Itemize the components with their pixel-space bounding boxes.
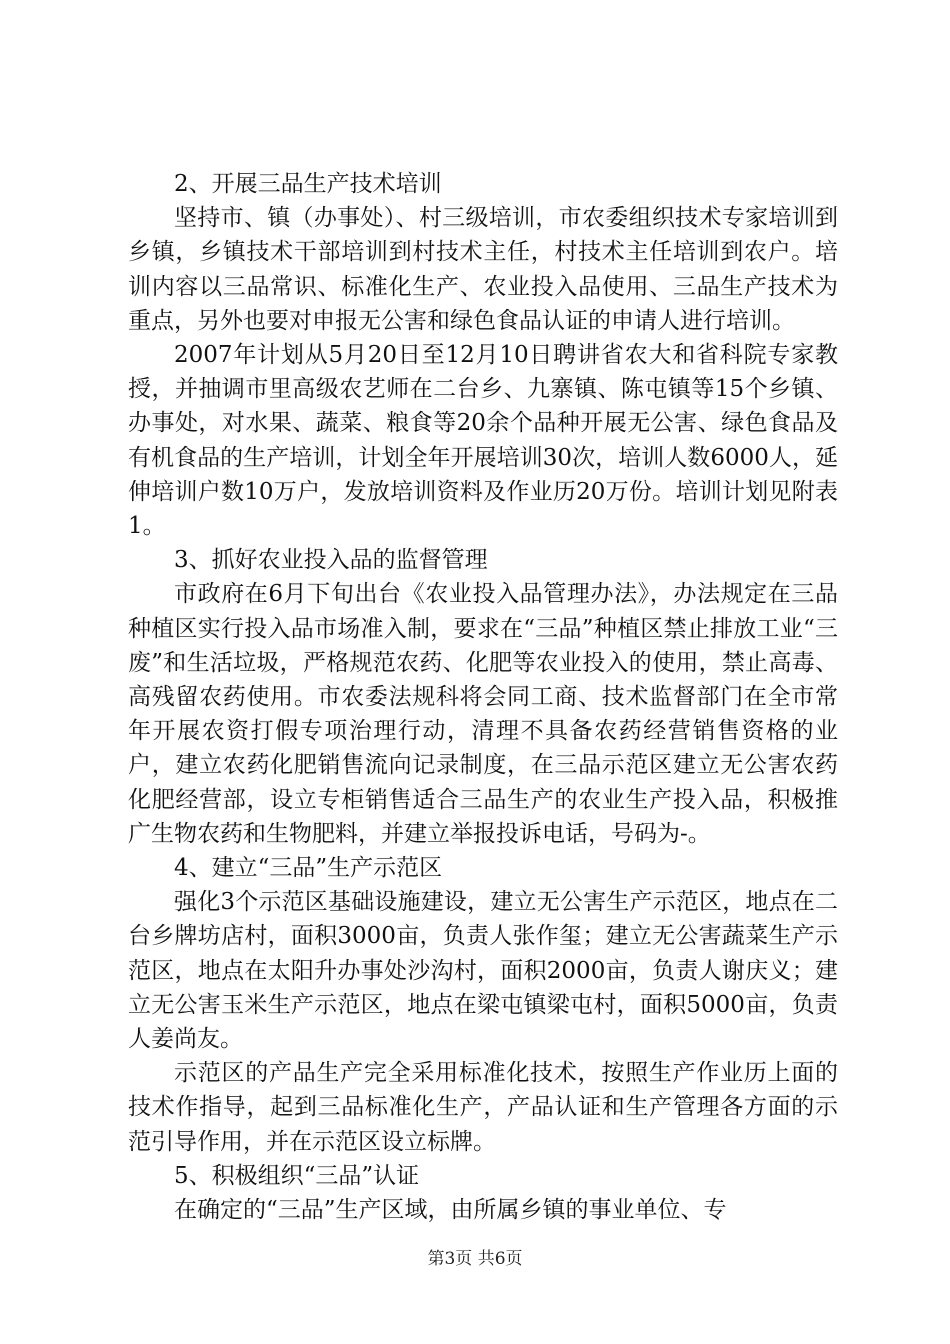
paragraph-input-management: 市政府在6月下旬出台《农业投入品管理办法》，办法规定在三品种植区实行投入品市场准入制，要求在“三品”种植区禁止排放工业“三废”和生活垃圾，严格规范农药、化肥等农业投入的使用，禁止高毒、高残留农药使用。市农委法规科将会同工商、技术监督部门在全市常年开展农资打假专项治理行动，清理不具备农药经营销售资格的业户，建立农药化肥销售流向记录制度，在三品示范区建立无公害农药化肥经营部，设立专柜销售适合三品生产的农业生产投入品，积极推广生物农药和生物肥料，并建立举报投诉电话，号码为-。 <box>128 581 838 847</box>
paragraph-training-levels: 坚持市、镇（办事处）、村三级培训，市农委组织技术专家培训到乡镇，乡镇技术干部培训到村技术主任，村技术主任培训到农户。培训内容以三品常识、标准化生产、农业投入品使用、三品生产技术为重点，另外也要对申报无公害和绿色食品认证的申请人进行培训。 <box>128 205 838 334</box>
page-number-footer: 第3页 共6页 <box>427 1249 523 1269</box>
section-heading-training: 2、开展三品生产技术培训 <box>174 171 442 197</box>
section-heading-certification: 5、积极组织“三品”认证 <box>174 1162 420 1189</box>
document-body <box>128 167 838 1227</box>
section-heading-input-supervision: 3、抓好农业投入品的监督管理 <box>174 547 488 574</box>
section-heading-demo-zones: 4、建立“三品”生产示范区 <box>174 855 443 882</box>
paragraph-certification: 在确定的“三品”生产区域，由所属乡镇的事业单位、专 <box>174 1197 727 1224</box>
paragraph-training-plan-2007: 2007年计划从5月20日至12月10日聘讲省农大和省科院专家教授，并抽调市里高级农艺师在二台乡、九寨镇、陈屯镇等15个乡镇、办事处，对水果、蔬菜、粮食等20余个品种开展无公害、绿色食品及有机食品的生产培训，计划全年开展培训30次，培训人数6000人，延伸培训户数10万户，发放培训资料及作业历20万份。培训计划见附表1。 <box>128 342 838 540</box>
paragraph-demo-zone-details: 强化3个示范区基础设施建设，建立无公害生产示范区，地点在二台乡牌坊店村，面积3000亩，负责人张作玺；建立无公害蔬菜生产示范区，地点在太阳升办事处沙沟村，面积2000亩，负责人谢庆义；建立无公害玉米生产示范区，地点在梁屯镇梁屯村，面积5000亩，负责人姜尚友。 <box>128 889 838 1053</box>
paragraph-demo-zone-standards: 示范区的产品生产完全采用标准化技术，按照生产作业历上面的技术作指导，起到三品标准化生产，产品认证和生产管理各方面的示范引导作用，并在示范区设立标牌。 <box>128 1060 838 1155</box>
